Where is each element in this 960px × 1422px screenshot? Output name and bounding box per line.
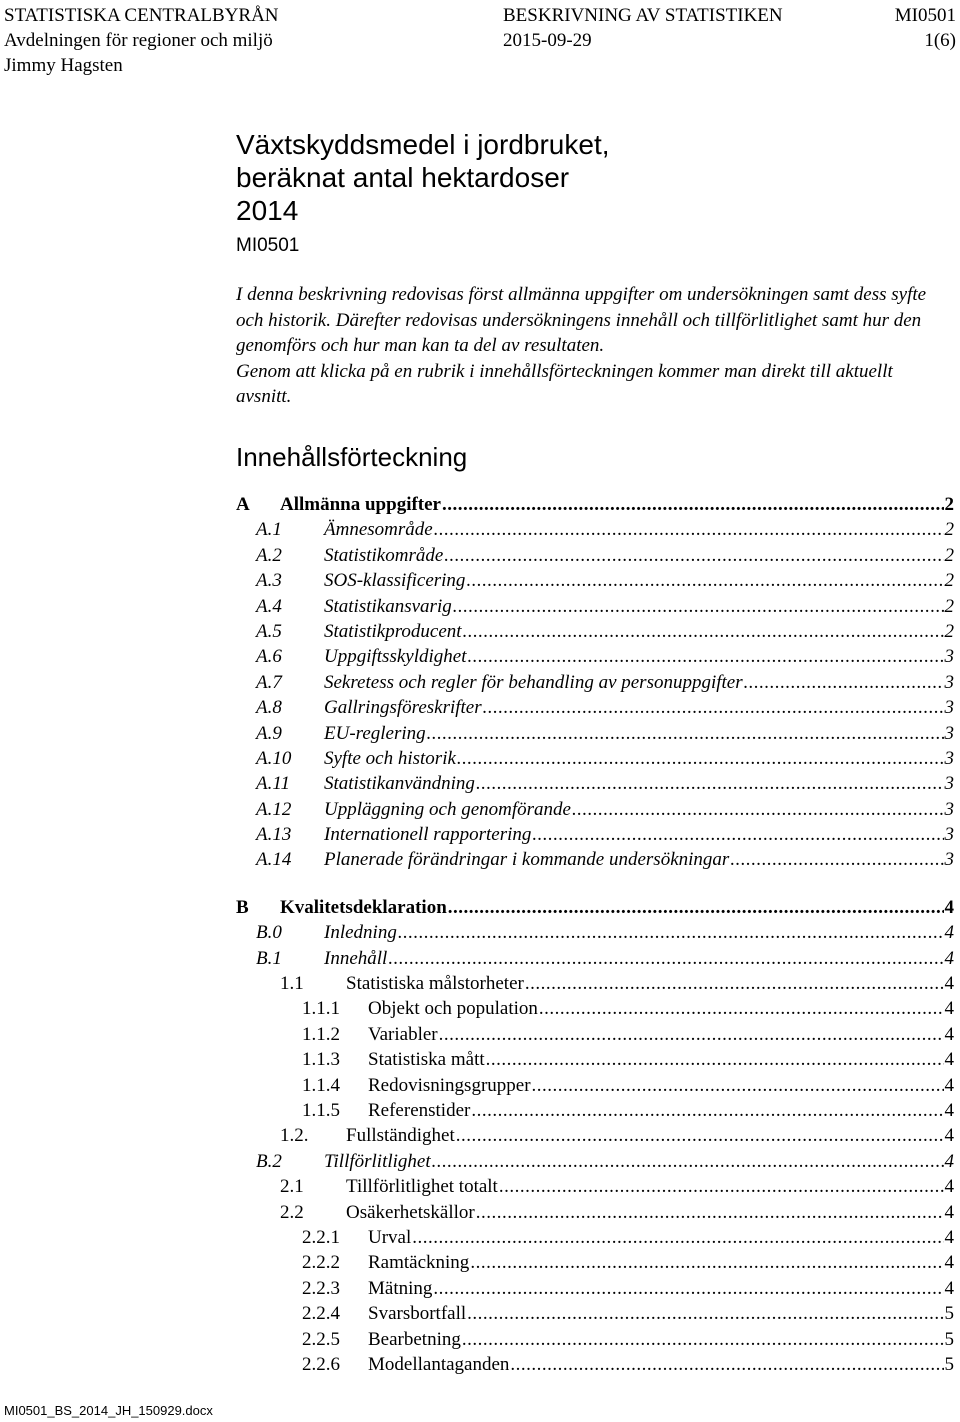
toc-entry-number: A.6 [256, 646, 282, 668]
toc-entry-number: B.2 [256, 1150, 282, 1172]
toc-entry-number: 2.2.4 [302, 1303, 340, 1325]
toc-entry-page: 4 [944, 1252, 954, 1274]
toc-entry-number: 1.2. [280, 1125, 309, 1147]
toc-entry-number: A.8 [256, 697, 282, 719]
toc-entry-number: A.14 [256, 849, 292, 871]
toc-entry-page: 4 [944, 1049, 954, 1071]
intro-paragraph-2: Genom att klicka på en rubrik i innehållsförteckningen kommer man direkt till aktuellt avsnitt. [236, 360, 893, 407]
toc-entry-number: A.11 [256, 773, 290, 795]
toc-entry[interactable] [236, 1073, 954, 1098]
toc-entry-number: B.1 [256, 947, 282, 969]
toc-entry-page: 2 [944, 570, 954, 592]
toc-entry-number: A.5 [256, 620, 282, 642]
header-code: MI0501 [894, 5, 956, 26]
toc-entry-page: 5 [944, 1303, 954, 1325]
toc-entry-number: 1.1.1 [302, 998, 340, 1020]
toc-entry-page: 4 [944, 1201, 954, 1223]
toc-entry-page: 3 [944, 671, 954, 693]
toc-entry-label: Mätning [368, 1277, 433, 1299]
intro-text [236, 282, 936, 410]
toc-entry-page: 4 [944, 1150, 954, 1172]
table-of-contents [236, 492, 954, 1377]
toc-entry[interactable] [236, 1225, 954, 1250]
toc-entry-number: 1.1.3 [302, 1049, 340, 1071]
toc-entry-number: A.10 [256, 747, 292, 769]
toc-entry[interactable] [236, 1174, 954, 1199]
toc-entry-number: A.2 [256, 544, 282, 566]
toc-entry-page: 4 [944, 973, 954, 995]
toc-entry[interactable] [236, 695, 954, 720]
toc-entry-label: Fullständighet [346, 1125, 455, 1147]
toc-entry[interactable] [236, 1200, 954, 1225]
toc-entry[interactable] [236, 771, 954, 796]
toc-entry[interactable] [236, 1250, 954, 1275]
toc-entry-page: 5 [944, 1328, 954, 1350]
toc-entry-label: Planerade förändringar i kommande undersökningar [324, 849, 730, 871]
header-page-number: 1(6) [924, 30, 956, 51]
toc-entry-page: 4 [944, 922, 954, 944]
title-line-1: Växtskyddsmedel i jordbruket, [236, 129, 610, 160]
toc-entry-page: 3 [944, 722, 954, 744]
toc-entry-number: A.7 [256, 671, 282, 693]
toc-entry-number: 2.1 [280, 1176, 304, 1198]
toc-entry-label: Uppläggning och genomförande [324, 798, 571, 820]
toc-entry-page: 4 [944, 1125, 954, 1147]
document-title [236, 128, 610, 227]
toc-entry[interactable] [236, 946, 954, 971]
toc-entry-number: 2.2.3 [302, 1277, 340, 1299]
toc-entry-number: 1.1.5 [302, 1099, 340, 1121]
toc-entry-page: 3 [944, 747, 954, 769]
toc-entry[interactable] [236, 594, 954, 619]
toc-entry[interactable] [236, 517, 954, 542]
toc-entry-number: A.9 [256, 722, 282, 744]
toc-entry-label: Referenstider [368, 1099, 471, 1121]
title-year: 2014 [236, 195, 299, 226]
toc-entry-label: Innehåll [324, 947, 388, 969]
toc-entry-label: Redovisningsgrupper [368, 1074, 531, 1096]
toc-entry[interactable] [236, 1098, 954, 1123]
toc-entry-page: 2 [944, 595, 954, 617]
header-org: STATISTISKA CENTRALBYRÅN [4, 5, 279, 26]
title-line-2: beräknat antal hektardoser [236, 162, 570, 193]
toc-entry-label: Modellantaganden [368, 1353, 510, 1375]
toc-entry[interactable] [236, 1327, 954, 1352]
toc-entry-label: Ämnesområde [324, 519, 433, 541]
toc-entry-number: 2.2 [280, 1201, 304, 1223]
toc-entry-label: Osäkerhetskällor [346, 1201, 475, 1223]
toc-entry-label: Kvalitetsdeklaration [280, 896, 447, 918]
toc-entry-page: 4 [944, 998, 954, 1020]
toc-entry-label: Urval [368, 1226, 412, 1248]
header-author: Jimmy Hagsten [4, 55, 123, 76]
toc-entry[interactable] [236, 1123, 954, 1148]
toc-entry[interactable] [236, 996, 954, 1021]
toc-entry-label: Statistikansvarig [324, 595, 452, 617]
toc-entry[interactable] [236, 568, 954, 593]
toc-entry[interactable] [236, 721, 954, 746]
toc-entry[interactable] [236, 619, 954, 644]
toc-entry[interactable] [236, 644, 954, 669]
toc-entry-label: Inledning [324, 922, 397, 944]
toc-entry-number: 1.1.4 [302, 1074, 340, 1096]
toc-entry-label: Tillförlitlighet [324, 1150, 431, 1172]
toc-entry-label: Gallringsföreskrifter [324, 697, 482, 719]
toc-entry[interactable] [236, 1276, 954, 1301]
toc-entry[interactable] [236, 822, 954, 847]
toc-entry[interactable] [236, 895, 954, 920]
toc-entry-label: Syfte och historik [324, 747, 456, 769]
toc-entry-number: A.3 [256, 570, 282, 592]
toc-entry-label: Statistiska mått [368, 1049, 485, 1071]
toc-entry-page: 2 [944, 620, 954, 642]
toc-entry-page: 4 [944, 896, 954, 918]
toc-entry-label: Tillförlitlighet totalt [346, 1176, 498, 1198]
toc-entry-label: Variabler [368, 1023, 438, 1045]
toc-entry[interactable] [236, 920, 954, 945]
toc-entry[interactable] [236, 746, 954, 771]
toc-entry-page: 4 [944, 1023, 954, 1045]
header-date: 2015-09-29 [503, 30, 592, 51]
toc-entry[interactable] [236, 971, 954, 996]
toc-entry[interactable] [236, 847, 954, 872]
toc-entry-page: 3 [944, 798, 954, 820]
toc-entry-page: 3 [944, 773, 954, 795]
toc-entry-page: 2 [944, 494, 954, 515]
toc-entry-label: Objekt och population [368, 998, 538, 1020]
toc-entry-page: 5 [944, 1353, 954, 1375]
toc-entry-number: 2.2.6 [302, 1353, 340, 1375]
toc-entry-number: 2.2.5 [302, 1328, 340, 1350]
toc-entry-label: Sekretess och regler för behandling av personuppgifter [324, 671, 743, 693]
toc-entry-number: B.0 [256, 922, 282, 944]
toc-entry-page: 3 [944, 849, 954, 871]
toc-entry-label: Uppgiftsskyldighet [324, 646, 467, 668]
toc-entry-number: A.4 [256, 595, 282, 617]
footer-filename: MI0501_BS_2014_JH_150929.docx [4, 1403, 213, 1418]
toc-entry-page: 4 [944, 1099, 954, 1121]
toc-entry-label: Internationell rapportering [324, 824, 532, 846]
toc-entry-page: 3 [944, 824, 954, 846]
toc-entry-page: 2 [944, 544, 954, 566]
toc-entry-page: 3 [944, 646, 954, 668]
toc-entry-page: 4 [944, 1277, 954, 1299]
toc-entry-number: 1.1 [280, 973, 304, 995]
toc-entry[interactable] [236, 543, 954, 568]
toc-entry-label: Statistiska målstorheter [346, 973, 524, 995]
toc-entry[interactable] [236, 1352, 954, 1377]
toc-entry-number: A.12 [256, 798, 292, 820]
toc-entry-page: 2 [944, 519, 954, 541]
toc-entry-page: 4 [944, 947, 954, 969]
toc-entry-number: 1.1.2 [302, 1023, 340, 1045]
toc-entry-number: 2.2.1 [302, 1226, 340, 1248]
toc-entry-label: EU-reglering [324, 722, 426, 744]
toc-entry-label: Allmänna uppgifter [280, 494, 441, 515]
title-code: MI0501 [236, 235, 300, 256]
toc-heading: Innehållsförteckning [236, 442, 468, 472]
toc-entry[interactable] [236, 797, 954, 822]
toc-entry-label: Statistikanvändning [324, 773, 475, 795]
toc-entry[interactable] [236, 492, 954, 517]
toc-entry-label: SOS-klassificering [324, 570, 466, 592]
toc-entry-label: Statistikområde [324, 544, 444, 566]
intro-paragraph-1: I denna beskrivning redovisas först allmänna uppgifter om undersökningen samt dess syfte och historik. Därefter redovisas undersökningens innehåll och tillförlitlighet samt hur den genomförs och hur man kan ta del av resultaten. [236, 284, 927, 356]
toc-entry-number: A.13 [256, 824, 292, 846]
toc-entry-page: 4 [944, 1074, 954, 1096]
toc-entry-page: 3 [944, 697, 954, 719]
toc-entry[interactable] [236, 670, 954, 695]
toc-entry[interactable] [236, 1301, 954, 1326]
toc-entry[interactable] [236, 1022, 954, 1047]
toc-entry[interactable] [236, 1047, 954, 1072]
toc-entry-number: 2.2.2 [302, 1252, 340, 1274]
header-department: Avdelningen för regioner och miljö [4, 30, 273, 51]
toc-entry-number: A [236, 494, 250, 515]
toc-entry-label: Ramtäckning [368, 1252, 470, 1274]
toc-entry-label: Statistikproducent [324, 620, 462, 642]
toc-entry-page: 4 [944, 1176, 954, 1198]
toc-entry[interactable] [236, 1149, 954, 1174]
toc-entry-number: A.1 [256, 519, 282, 541]
toc-entry-label: Svarsbortfall [368, 1303, 467, 1325]
header-doc-type: BESKRIVNING AV STATISTIKEN [503, 5, 783, 26]
toc-entry-page: 4 [944, 1226, 954, 1248]
toc-entry-label: Bearbetning [368, 1328, 461, 1350]
toc-entry-number: B [236, 896, 249, 918]
